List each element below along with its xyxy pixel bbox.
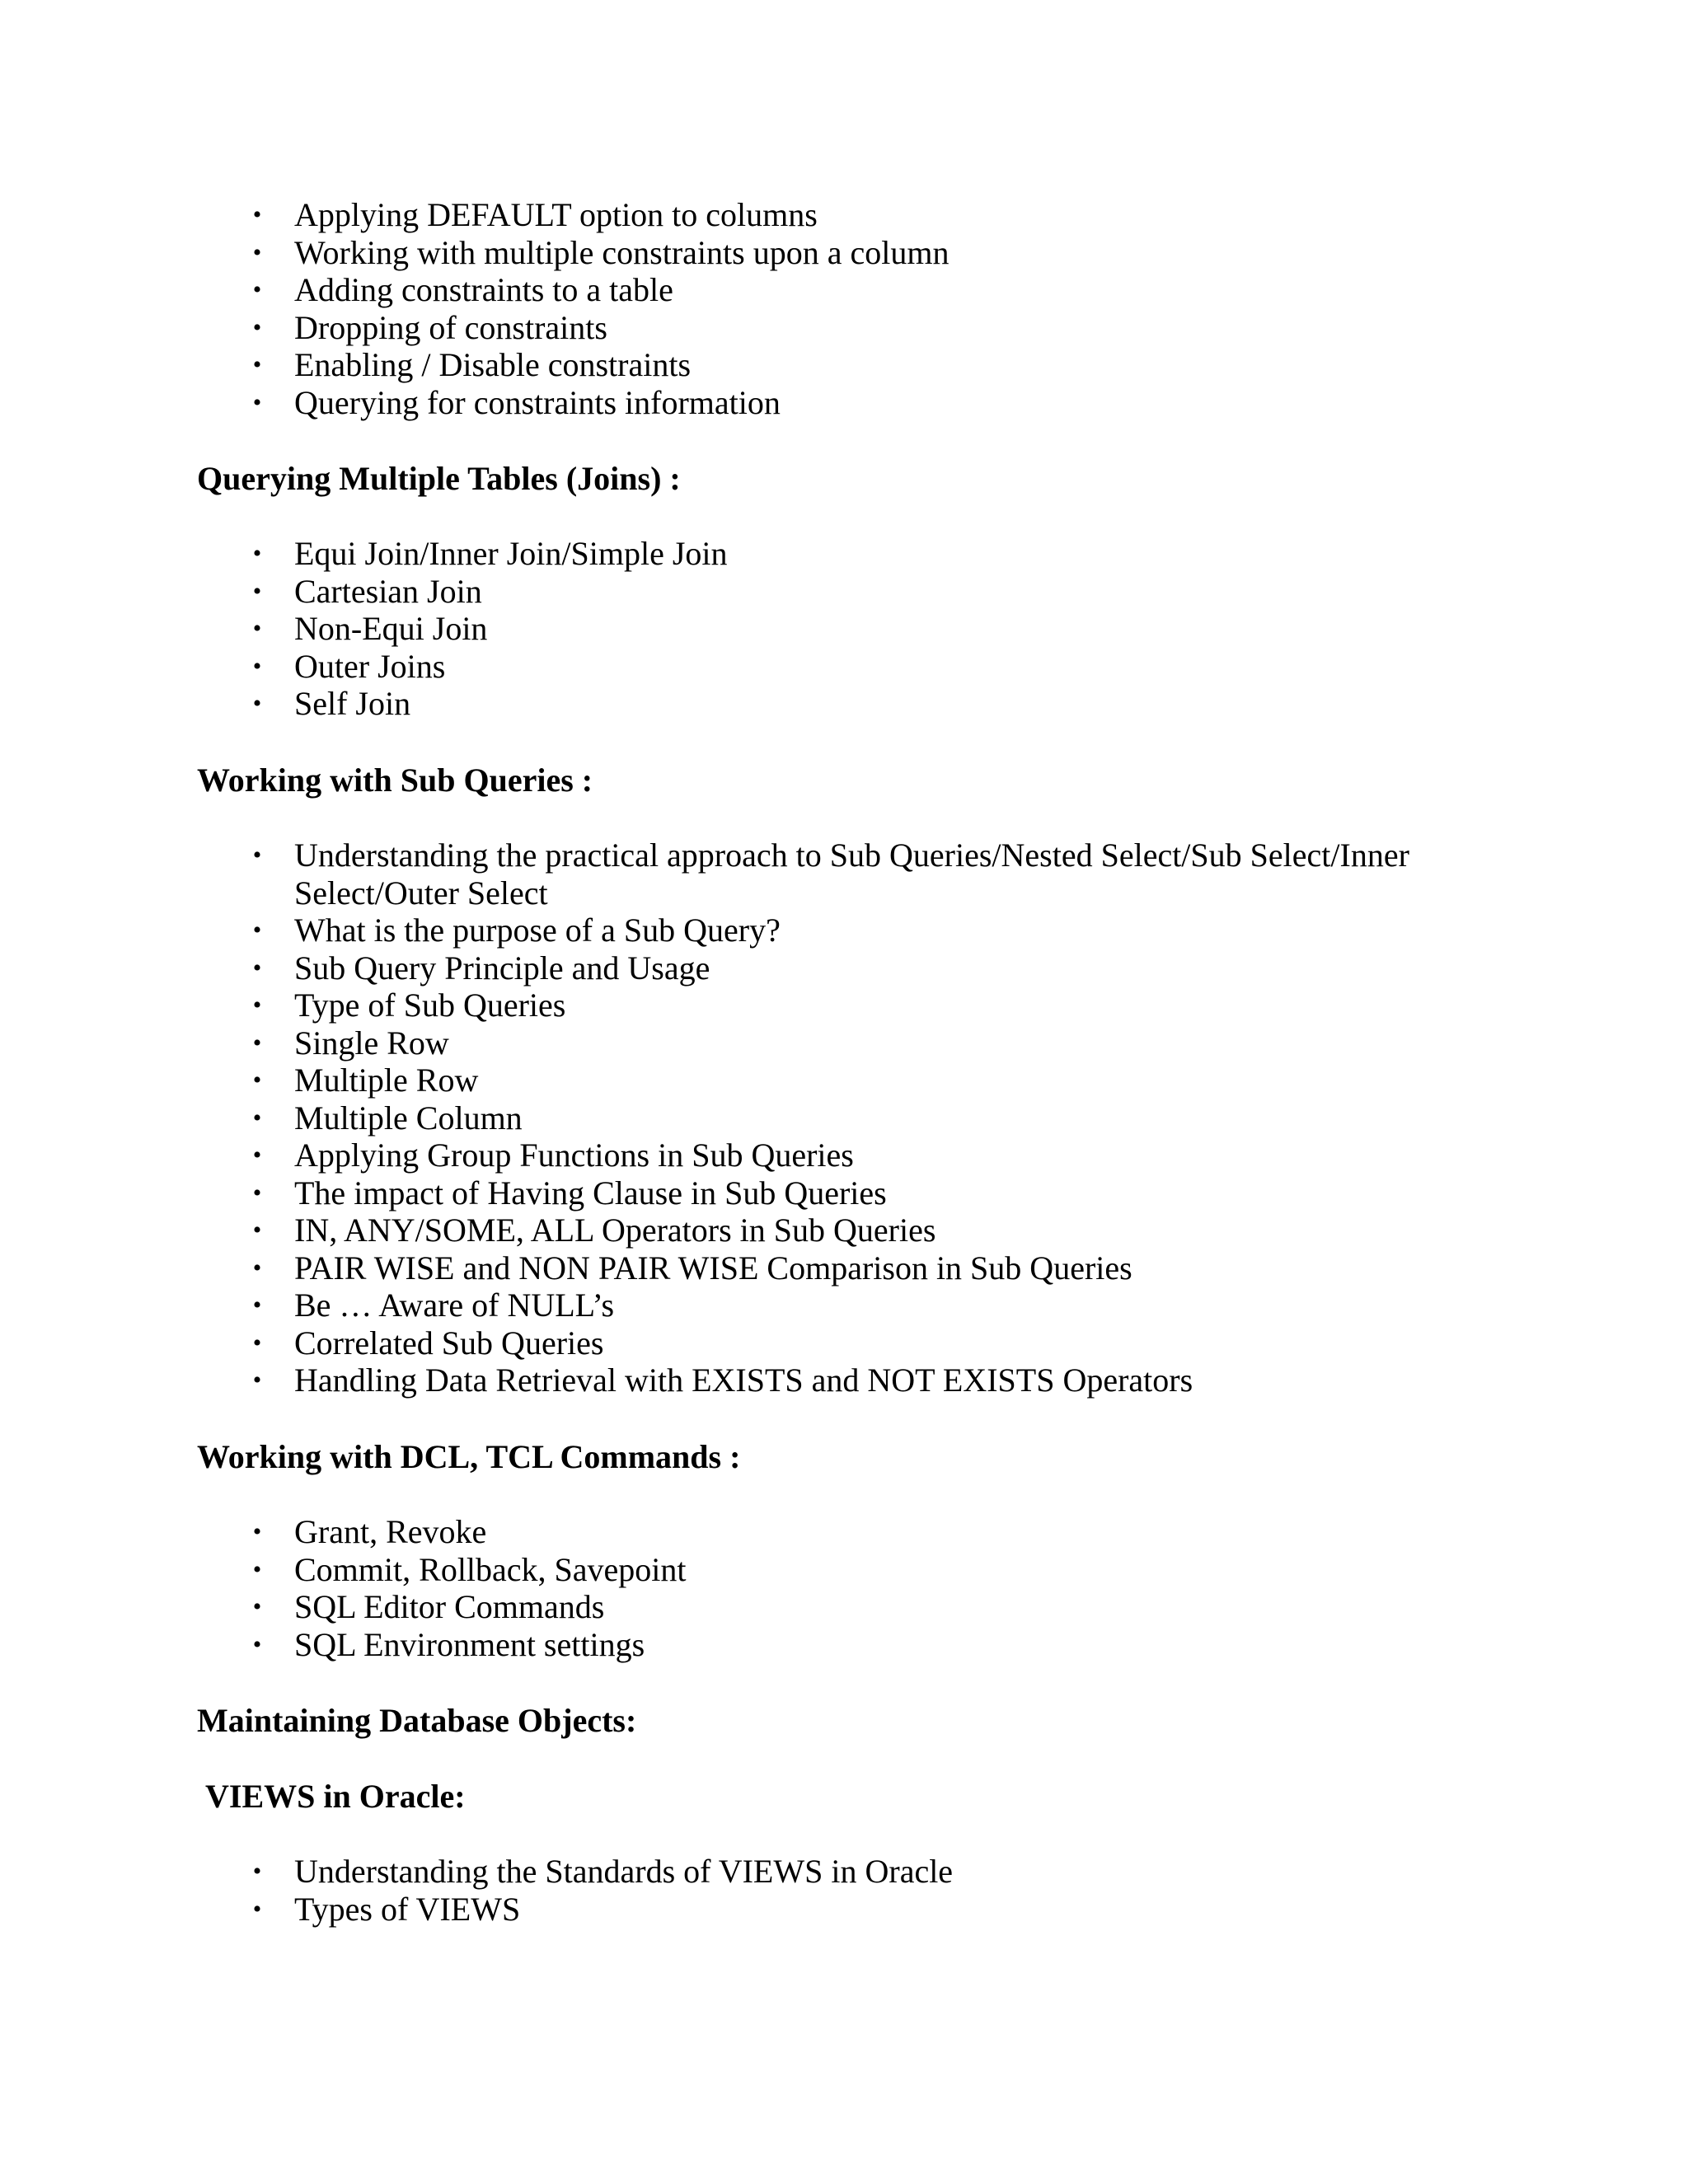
list-item: • Single Row bbox=[0, 1024, 1448, 1062]
list-item: • Cartesian Join bbox=[0, 573, 1448, 611]
bullet-icon: • bbox=[252, 1104, 262, 1132]
bullet-icon: • bbox=[252, 690, 262, 717]
bullet-icon: • bbox=[252, 1066, 262, 1094]
list-item: • IN, ANY/SOME, ALL Operators in Sub Queries bbox=[0, 1212, 1448, 1249]
list-item: • Correlated Sub Queries bbox=[0, 1324, 1448, 1362]
views-list bbox=[0, 1853, 1448, 1928]
bullet-icon: • bbox=[252, 388, 262, 416]
bullet-icon: • bbox=[252, 238, 262, 266]
bullet-icon: • bbox=[252, 1254, 262, 1282]
list-item: • Multiple Row bbox=[0, 1062, 1448, 1099]
list-item: • Querying for constraints information bbox=[0, 384, 1448, 422]
bullet-icon: • bbox=[252, 991, 262, 1019]
list-item: • PAIR WISE and NON PAIR WISE Comparison in Sub Queries bbox=[0, 1249, 1448, 1287]
bullet-icon: • bbox=[252, 276, 262, 303]
bullet-icon: • bbox=[252, 577, 262, 605]
bullet-icon: • bbox=[252, 1555, 262, 1583]
bullet-icon: • bbox=[252, 1593, 262, 1620]
subqueries-list bbox=[0, 837, 1448, 1399]
list-item: • Understanding the practical approach to Sub Queries/Nested Select/Sub Select/Inner Select/Outer Select bbox=[0, 837, 1448, 912]
list-item: • Outer Joins bbox=[0, 648, 1448, 686]
bullet-icon: • bbox=[252, 1630, 262, 1658]
bullet-icon: • bbox=[252, 1329, 262, 1357]
dcl-tcl-heading: Working with DCL, TCL Commands : bbox=[197, 1438, 741, 1475]
list-item: • Be … Aware of NULL’s bbox=[0, 1286, 1448, 1324]
list-item: • Dropping of constraints bbox=[0, 309, 1448, 347]
bullet-icon: • bbox=[252, 615, 262, 642]
db-objects-heading: Maintaining Database Objects: bbox=[197, 1702, 637, 1739]
list-item: • Applying Group Functions in Sub Queries bbox=[0, 1137, 1448, 1174]
list-item: • Handling Data Retrieval with EXISTS and NOT EXISTS Operators bbox=[0, 1361, 1448, 1399]
dcl-tcl-list bbox=[0, 1513, 1448, 1663]
bullet-icon: • bbox=[252, 916, 262, 944]
list-item: • The impact of Having Clause in Sub Queries bbox=[0, 1174, 1448, 1212]
list-item: • Adding constraints to a table bbox=[0, 271, 1448, 309]
bullet-icon: • bbox=[252, 841, 262, 869]
bullet-icon: • bbox=[252, 954, 262, 982]
list-item: • Multiple Column bbox=[0, 1099, 1448, 1137]
bullet-icon: • bbox=[252, 652, 262, 680]
list-item: • What is the purpose of a Sub Query? bbox=[0, 912, 1448, 949]
list-item: • Equi Join/Inner Join/Simple Join bbox=[0, 535, 1448, 573]
bullet-icon: • bbox=[252, 1895, 262, 1923]
list-item: • Grant, Revoke bbox=[0, 1513, 1448, 1551]
list-item: • SQL Environment settings bbox=[0, 1626, 1448, 1664]
bullet-icon: • bbox=[252, 1141, 262, 1169]
bullet-icon: • bbox=[252, 201, 262, 228]
bullet-icon: • bbox=[252, 1029, 262, 1057]
list-item: • Self Join bbox=[0, 685, 1448, 723]
list-item: • Commit, Rollback, Savepoint bbox=[0, 1551, 1448, 1589]
list-item: • Working with multiple constraints upon a column bbox=[0, 234, 1448, 272]
bullet-icon: • bbox=[252, 1858, 262, 1885]
constraints-list bbox=[0, 196, 1448, 421]
bullet-icon: • bbox=[252, 1216, 262, 1244]
bullet-icon: • bbox=[252, 351, 262, 378]
list-item: • Sub Query Principle and Usage bbox=[0, 949, 1448, 987]
list-item: • Types of VIEWS bbox=[0, 1891, 1448, 1929]
list-item: • Enabling / Disable constraints bbox=[0, 346, 1448, 384]
joins-list bbox=[0, 535, 1448, 723]
list-item: • SQL Editor Commands bbox=[0, 1588, 1448, 1626]
bullet-icon: • bbox=[252, 540, 262, 567]
list-item: • Applying DEFAULT option to columns bbox=[0, 196, 1448, 234]
bullet-icon: • bbox=[252, 313, 262, 341]
list-item: • Understanding the Standards of VIEWS in Oracle bbox=[0, 1853, 1448, 1891]
views-heading: VIEWS in Oracle: bbox=[205, 1778, 466, 1815]
bullet-icon: • bbox=[252, 1366, 262, 1394]
joins-heading: Querying Multiple Tables (Joins) : bbox=[197, 460, 681, 497]
list-item: • Type of Sub Queries bbox=[0, 987, 1448, 1024]
bullet-icon: • bbox=[252, 1291, 262, 1319]
list-item: • Non-Equi Join bbox=[0, 610, 1448, 648]
bullet-icon: • bbox=[252, 1179, 262, 1207]
subqueries-heading: Working with Sub Queries : bbox=[197, 762, 593, 799]
bullet-icon: • bbox=[252, 1518, 262, 1545]
